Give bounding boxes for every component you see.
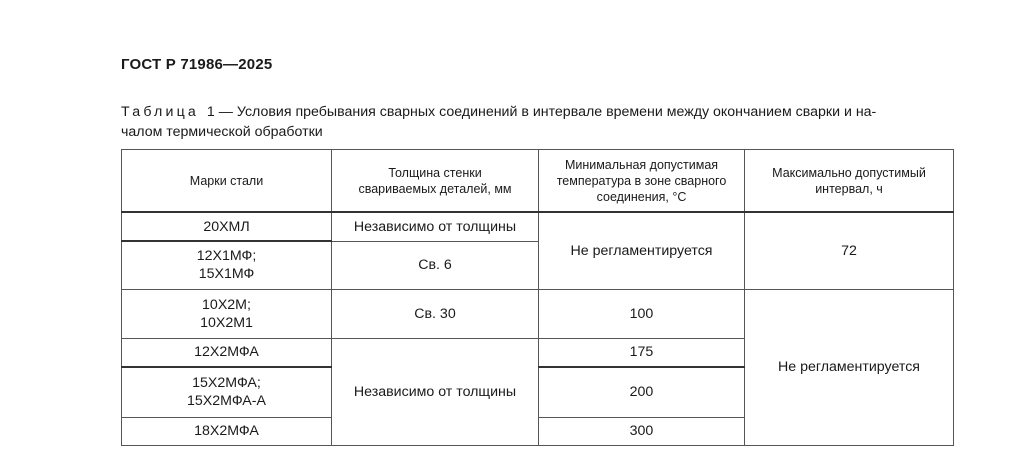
steel-grade-line: 15Х2МФА-А [187,393,266,410]
steel-conditions-table [121,149,954,446]
header-thickness [332,150,539,213]
table-row [122,212,954,241]
steel-grade-line: 15Х2МФА; [192,375,261,392]
header-min-temperature [539,150,745,213]
steel-grade-cell [122,289,332,338]
temperature-cell: 175 [539,338,745,367]
caption-label: Таблица [121,104,200,120]
steel-grade-line: 12Х1МФ; [196,248,257,265]
table-row [122,289,954,338]
thickness-merged-cell: Независимо от толщины [332,338,539,445]
steel-grade-line: 15Х1МФ [198,266,255,283]
header-temperature-line: температура в зоне сварного [556,173,727,188]
table-caption [121,102,961,142]
interval-merged-cell: 72 [745,212,954,289]
steel-grade-cell: 12Х2МФА [122,338,332,367]
temperature-cell: 100 [539,289,745,338]
standard-designation: ГОСТ Р 71986—2025 [121,56,273,73]
temperature-cell: 300 [539,417,745,445]
header-steel-grades: Марки стали [122,150,332,213]
caption-line-1 [121,102,961,122]
steel-grade-cell: 20ХМЛ [122,212,332,241]
thickness-cell: Независимо от толщины [332,212,539,241]
steel-grade-cell [122,367,332,417]
temperature-merged-cell: Не регламентируется [539,212,745,289]
temperature-cell: 200 [539,367,745,417]
header-thickness-line: Толщина стенки [388,165,482,180]
interval-merged-cell: Не регламентируется [745,289,954,445]
header-temperature-line: соединения, °С [596,189,687,204]
header-interval-line: интервал, ч [815,181,883,196]
thickness-cell: Св. 6 [332,241,539,289]
table-header-row [122,150,954,213]
header-temperature-line: Минимальная допустимая [564,157,719,172]
steel-grade-cell: 18Х2МФА [122,417,332,445]
header-max-interval [745,150,954,213]
steel-grade-cell [122,241,332,289]
caption-text-1: — Условия пребывания сварных соединений в интервале времени между окончанием сварки и на- [218,104,877,120]
thickness-cell: Св. 30 [332,289,539,338]
header-interval-line: Максимально допустимый [772,165,926,180]
caption-number: 1 [206,104,215,120]
caption-text-2: чалом термической обработки [121,124,323,140]
header-thickness-line: свариваемых деталей, мм [358,181,512,196]
steel-grade-line: 10Х2М1 [200,314,253,331]
steel-grade-line: 10Х2М; [202,296,251,313]
